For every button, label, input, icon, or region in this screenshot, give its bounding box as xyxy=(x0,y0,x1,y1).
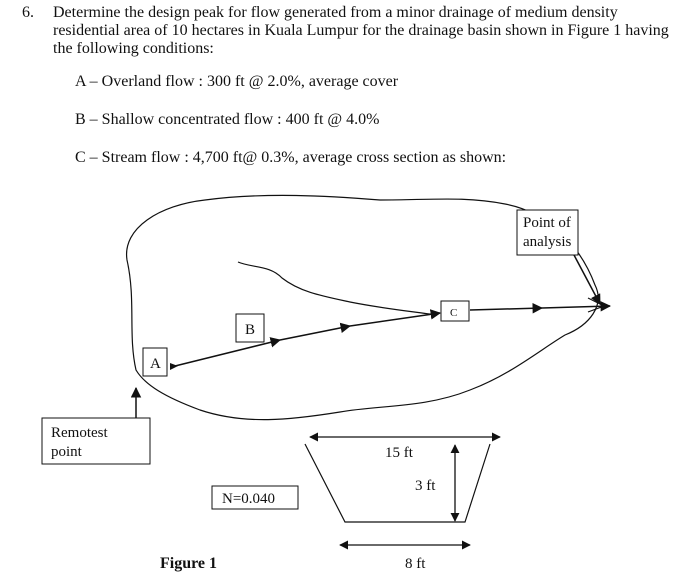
remotest-point-line2: point xyxy=(51,444,82,460)
point-b-label: B xyxy=(245,322,256,338)
question-text: Determine the design peak for flow generated from a minor drainage of medium density residential area of 10 hectares in Kuala Lumpur for the drainage basin shown in Figure 1 having the following conditions: xyxy=(53,4,669,57)
point-of-analysis-line1: Point of xyxy=(523,215,571,231)
remotest-point-line1: Remotest xyxy=(51,425,108,441)
flow-path-segment xyxy=(280,326,350,340)
arrow-head-icon xyxy=(170,363,178,370)
flow-path-segment xyxy=(350,313,440,326)
tributary-line xyxy=(238,262,437,315)
top-width-label: 15 ft xyxy=(385,445,413,461)
depth-label: 3 ft xyxy=(415,478,436,494)
condition-a: A – Overland flow : 300 ft @ 2.0%, average cover xyxy=(75,73,399,90)
condition-b: B – Shallow concentrated flow : 400 ft @ 4.0% xyxy=(75,111,380,128)
point-c-label: C xyxy=(450,307,458,319)
flow-path-segment xyxy=(175,340,280,366)
condition-c: C – Stream flow : 4,700 ft@ 0.3%, average cross section as shown: xyxy=(75,149,507,166)
figure-caption: Figure 1 xyxy=(160,555,218,572)
point-a-label: A xyxy=(150,356,161,372)
point-of-analysis-pointer xyxy=(574,255,600,304)
flow-path-segment xyxy=(470,308,542,310)
point-of-analysis-line2: analysis xyxy=(523,234,572,250)
manning-n-label: N=0.040 xyxy=(222,491,276,507)
bottom-width-label: 8 ft xyxy=(405,556,426,572)
question-number: 6. xyxy=(22,4,34,21)
outlet-mark xyxy=(588,298,604,312)
